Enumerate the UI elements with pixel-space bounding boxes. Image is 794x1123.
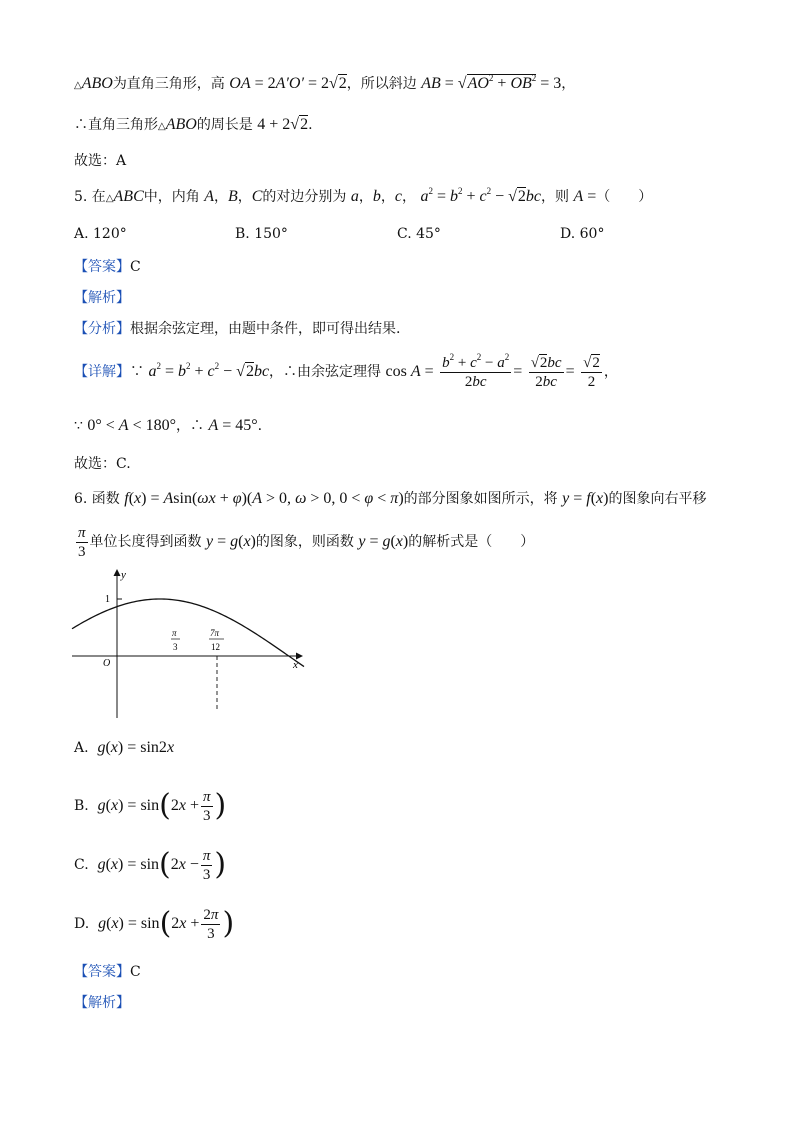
option-formula: g(x) = sin (97, 797, 160, 814)
formula-oa: OA = 2A′O′ = 2√2 (229, 75, 347, 92)
formula-given: $a^2 = b^2 + c^2 - √2bc$ (148, 361, 270, 380)
option-d[interactable]: D. 60° (560, 226, 605, 242)
origin-label: O (103, 658, 111, 669)
tick-7pi12-num: 7π (210, 628, 220, 638)
text-fragment: 的图象向右平移 (608, 491, 707, 507)
text-fragment: 的周长是 (196, 117, 253, 133)
fraction-3: $\frac{√2}{2}$ (583, 354, 600, 390)
option-c[interactable]: C. 45° (397, 226, 441, 242)
option-b[interactable]: B. 150° (235, 226, 288, 242)
triangle-symbol: △ (74, 80, 82, 91)
q5-stem: 5. 在△ABC中，内角 A，B，C的对边分别为 a，b，c， $a^2 = b^2 + c^2 - √2bc$，则 A =（ ） (74, 186, 653, 205)
q6-option-b[interactable]: B. g(x) = sin(2x + $\frac{\pi}{3}$ ) (74, 788, 227, 824)
text-fragment: ∴直角三角形 (74, 117, 158, 133)
text-line-1 (74, 74, 575, 96)
q5-options (74, 224, 734, 244)
text-fragment: 的对边分别为 (262, 189, 347, 205)
triangle-name: ABC (113, 188, 144, 205)
fraction-2: $\frac{√2bc}{2bc}$ (530, 354, 562, 390)
formula-yf: y = f(x) (562, 490, 609, 507)
fenxi-text: 根据余弦定理，由题中条件，即可得出结果. (130, 321, 401, 337)
text-fragment: ∵ (130, 364, 144, 380)
text-fragment: 单位长度得到函数 (89, 534, 202, 550)
x-axis-label: x (293, 659, 298, 671)
triangle-symbol: △ (158, 121, 166, 132)
text-fragment: 5. 在 (74, 189, 106, 205)
option-a[interactable]: A. 120° (74, 226, 127, 242)
tick-7pi12-den: 12 (211, 642, 220, 652)
q6-stem-1 (74, 489, 706, 509)
text-line-3: 故选：A (74, 153, 127, 169)
text-fragment: ， (561, 76, 576, 92)
formula-ab: AB = $√AO^2 + OB^2 = 3$ (421, 73, 562, 92)
text-fragment: ，则 (541, 189, 570, 205)
text-fragment: ∵ (74, 418, 83, 434)
formula-yg: y = g(x) (205, 533, 256, 550)
q6-option-d[interactable]: D. g(x) = sin(2x + $\frac{2\pi}{3}$ ) (74, 906, 235, 942)
q5-final: 故选：C. (74, 456, 131, 472)
answer-tag: 【答案】 (74, 964, 130, 980)
tick-pi3-den: 3 (173, 642, 178, 652)
var-list: A (204, 188, 214, 205)
q6-stem-2 (74, 522, 534, 562)
text-fragment: ，所以斜边 (346, 76, 417, 92)
q6-option-a[interactable] (74, 738, 174, 758)
answer-value: C (130, 259, 141, 275)
text-fragment: 为直角三角形，高 (112, 76, 225, 92)
q5-fenxi (74, 319, 400, 339)
text-line-2 (74, 115, 313, 137)
perimeter-value: 4 + 2√2 (257, 116, 309, 133)
option-letter: B. (74, 798, 89, 814)
option-formula: g(x) = sin (97, 856, 160, 873)
fraction-pi-3: $\frac{\pi}{3}$ (78, 524, 86, 560)
tick-pi3-num: π (172, 628, 177, 638)
formula-cos: cos A = (385, 363, 434, 380)
peak-label: 1 (105, 594, 110, 605)
triangle-symbol: △ (105, 193, 114, 204)
q5-analysis-tag: 【解析】 (74, 290, 130, 306)
fenxi-tag: 【分析】 (74, 321, 130, 337)
function-graph (68, 566, 308, 724)
answer-blank: （ ） (596, 189, 653, 205)
text-fragment: . (308, 117, 313, 133)
triangle-name: ABO (81, 75, 113, 92)
option-formula: g(x) = sin (98, 915, 160, 932)
text-fragment: 的图象，则函数 (255, 534, 354, 550)
formula-range: 0° < A < 180° (87, 417, 176, 434)
formula-cosine: $a^2 = b^2 + c^2 - √2bc$ (420, 186, 542, 205)
text-fragment: 6. 函数 (74, 491, 120, 507)
y-axis-label: y (121, 569, 126, 581)
formula-result: A = 45° (208, 417, 258, 434)
option-letter: A. (74, 740, 89, 756)
option-letter: D. (74, 916, 90, 932)
option-letter: C. (74, 857, 89, 873)
detail-tag: 【详解】 (74, 364, 130, 380)
q5-detail: 【详解】∵ $a^2 = b^2 + c^2 - √2bc$，∴由余弦定理得 cos A = $\frac{b^2 + c^2 - a^2}{2bc}$ = $\frac{√2bc}{2bc}$ = $\frac{√2}{2}$ ， (74, 351, 618, 390)
answer-tag: 【答案】 (74, 259, 130, 275)
fraction-1: $\frac{b^2 + c^2 - a^2}{2bc}$ (442, 351, 510, 390)
text-fragment: 中，内角 (143, 189, 200, 205)
text-fragment: 的解析式是（ ） (408, 534, 535, 550)
text-fragment: ， (401, 189, 416, 205)
q6-answer (74, 962, 141, 982)
text-fragment: 的部分图象如图所示，将 (403, 491, 558, 507)
q5-range: ∵ 0° < A < 180°，∴ A = 45°. (74, 417, 263, 434)
q6-analysis-tag: 【解析】 (74, 995, 130, 1011)
option-formula: g(x) = sin2x (97, 739, 175, 756)
q6-option-c[interactable]: C. g(x) = sin(2x − $\frac{\pi}{3}$ ) (74, 847, 227, 883)
text-fragment: ，∴由余弦定理得 (269, 364, 382, 380)
triangle-name: ABO (165, 116, 197, 133)
q5-answer (74, 257, 141, 277)
answer-value: C (130, 964, 141, 980)
formula-f: f(x) = Asin(ωx + φ)(A > 0, ω > 0, 0 < φ < π) (124, 490, 404, 507)
formula-yg: y = g(x) (358, 533, 409, 550)
